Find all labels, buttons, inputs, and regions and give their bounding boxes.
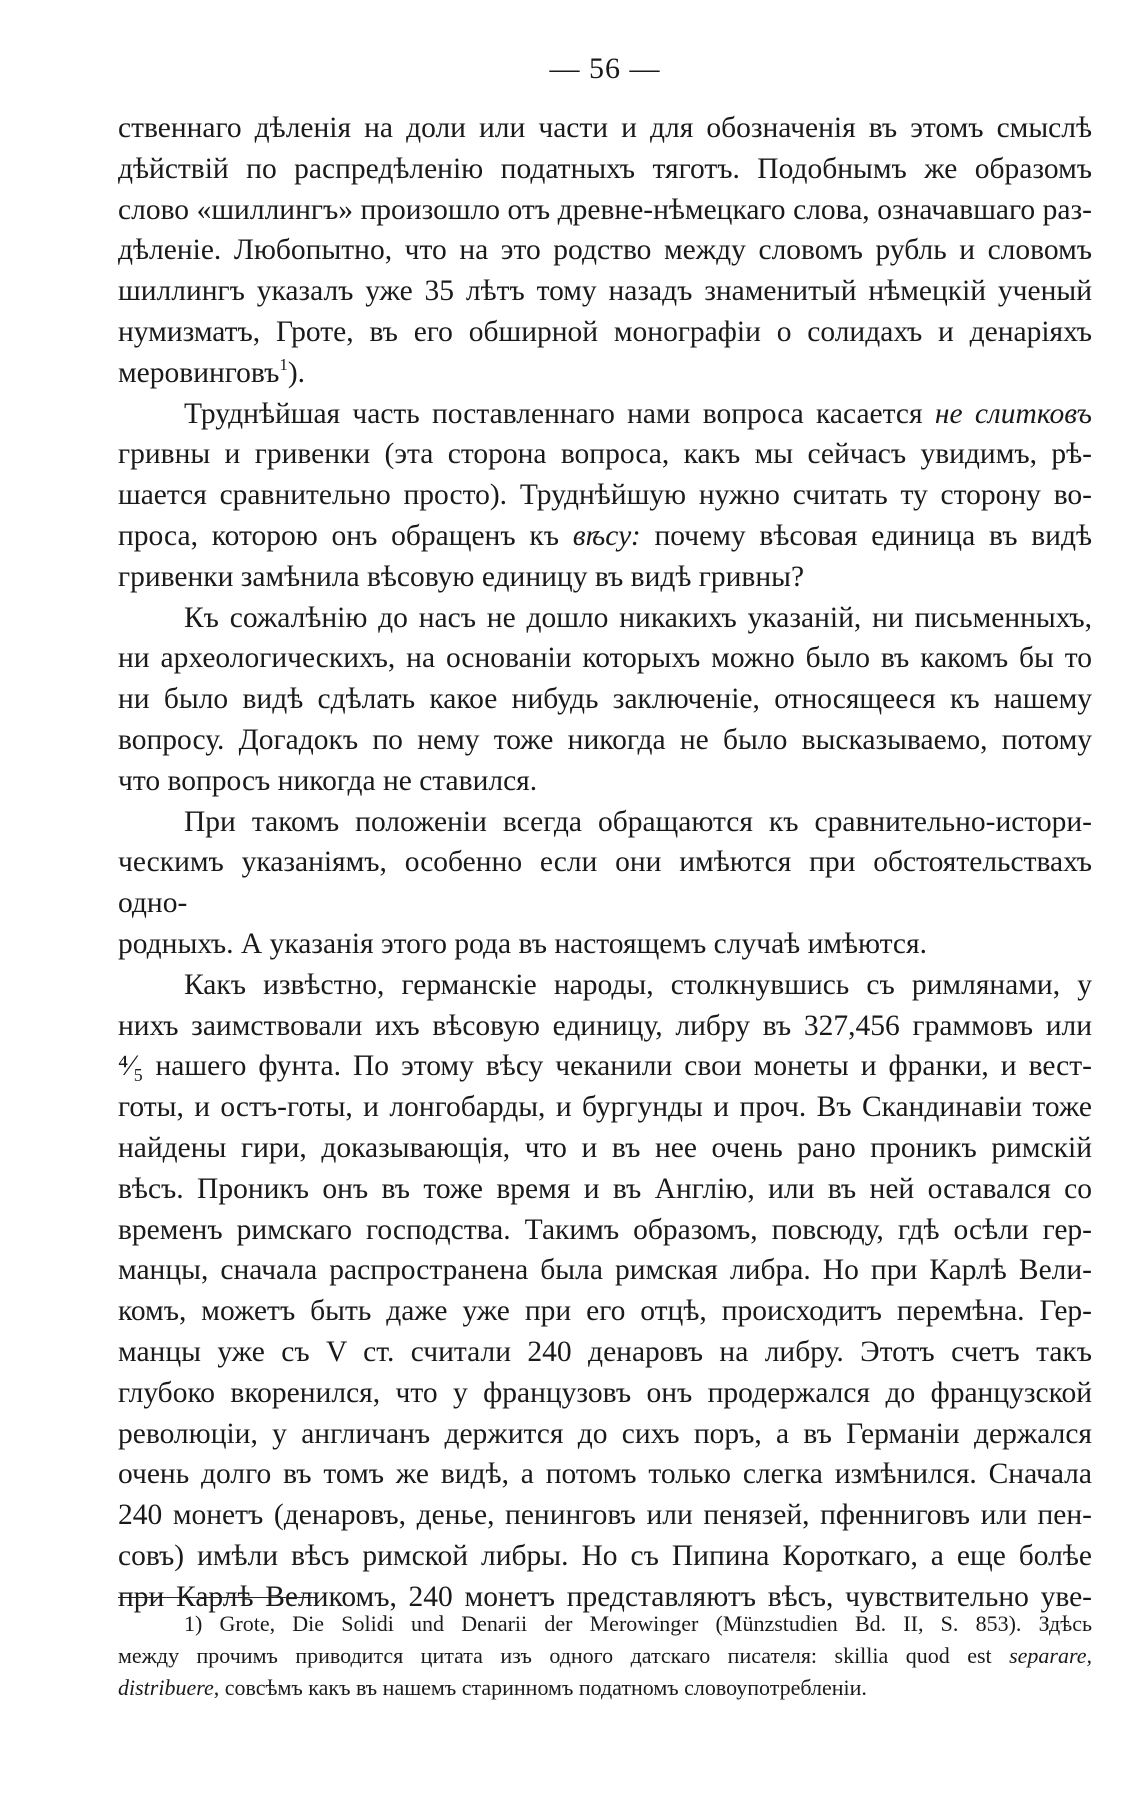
text-line: глубоко вкоренился, что у французовъ онъ продержался до французской xyxy=(118,1376,1092,1409)
text-line: совъ) имѣли вѣсъ римской либры. Но съ Пипина Короткаго, а еще болѣе xyxy=(118,1539,1092,1572)
footnote-reference[interactable]: 1 xyxy=(279,354,288,374)
italic-emphasis: вѣсу: xyxy=(572,519,641,552)
text-fragment: ). xyxy=(287,356,306,389)
text-line: очень долго въ томъ же видѣ, а потомъ только слегка измѣнился. Сначала xyxy=(118,1458,1092,1491)
footnote-line: 1) Grote, Die Solidi und Denarii der Merowinger (Münzstudien Bd. II, S. 853). Здѣсь xyxy=(184,1611,1092,1636)
footnote-line xyxy=(118,1672,1092,1704)
text-line: найдены гири, доказывающія, что и въ нее очень рано проникъ римскій xyxy=(118,1131,1092,1164)
paragraph-3 xyxy=(118,598,1092,802)
footnote-divider xyxy=(118,1597,318,1598)
text-line: шается сравнительно просто). Труднѣйшую нужно считать ту сторону во- xyxy=(118,479,1092,512)
italic-emphasis: separare, xyxy=(1009,1643,1092,1668)
text-line: ственнаго дѣленія на доли или части и для обозначенія въ этомъ смыслѣ xyxy=(118,112,1092,144)
text-fragment: меровинговъ xyxy=(118,356,280,389)
text-line: ни археологическихъ, на основаніи которыхъ можно было въ какомъ бы то xyxy=(118,642,1092,675)
book-page xyxy=(118,0,1092,1805)
text-line: слово «шиллингъ» произошло отъ древне-нѣмецкаго слова, означавшаго раз- xyxy=(118,193,1092,226)
italic-emphasis: distribuere xyxy=(118,1675,214,1700)
paragraph-4 xyxy=(118,802,1092,965)
text-line: готы, и остъ-готы, и лонгобарды, и бургунды и проч. Въ Скандинавіи тоже xyxy=(118,1091,1092,1124)
body-text xyxy=(118,108,1092,1617)
page-number: — 56 — xyxy=(549,52,661,85)
text-line: вѣсъ. Проникъ онъ въ тоже время и въ Англію, или въ ней оставался со xyxy=(118,1172,1092,1205)
text-fragment: почему вѣсовая единица въ видѣ xyxy=(640,519,1092,552)
text-line: революціи, у англичанъ держится до сихъ поръ, а въ Германіи держался xyxy=(118,1417,1092,1450)
text-line: дѣйствій по распредѣленію податныхъ тяготъ. Подобнымъ же образомъ xyxy=(118,152,1092,185)
text-line: Къ сожалѣнію до насъ не дошло никакихъ указаній, ни письменныхъ, xyxy=(184,601,1092,634)
footnote xyxy=(118,1608,1092,1704)
paragraph-5 xyxy=(118,965,1092,1618)
text-line: родныхъ. А указанія этого рода въ настоящемъ случаѣ имѣются. xyxy=(118,927,927,960)
text-line: ни было видѣ сдѣлать какое нибудь заключеніе, относящееся къ нашему xyxy=(118,683,1092,716)
text-line xyxy=(118,353,1092,394)
paragraph-2 xyxy=(118,394,1092,598)
text-line: временъ римскаго господства. Такимъ образомъ, повсюду, гдѣ осѣли гер- xyxy=(118,1213,1092,1246)
text-line: что вопросъ никогда не ставился. xyxy=(118,764,538,797)
text-line xyxy=(118,1046,1092,1087)
text-line: ческимъ указаніямъ, особенно если они имѣются при обстоятельствахъ одно- xyxy=(118,846,1092,920)
text-line: комъ, можетъ быть даже уже при его отцѣ, происходитъ перемѣна. Гер- xyxy=(118,1295,1092,1328)
text-line: манцы, сначала распространена была римская либра. Но при Карлѣ Вели- xyxy=(118,1254,1092,1287)
italic-emphasis: не слитковъ xyxy=(934,397,1092,430)
text-fragment: , совсѣмъ какъ въ нашемъ старинномъ податномъ словоупотребленіи. xyxy=(213,1675,867,1700)
text-line: при Карлѣ Великомъ, 240 монетъ представляютъ вѣсъ, чувствительно уве- xyxy=(118,1580,1092,1613)
text-line: При такомъ положеніи всегда обращаются къ сравнительно-истори- xyxy=(184,805,1092,838)
text-fragment: проса, которою онъ обращенъ къ xyxy=(118,519,573,552)
fraction: ⁴⁄₅ xyxy=(118,1050,144,1083)
text-fragment: между прочимъ приводится цитата изъ одного датскаго писателя: skillia quod est xyxy=(118,1643,1010,1668)
text-line: гривенки замѣнила вѣсовую единицу въ видѣ гривны? xyxy=(118,560,805,593)
text-line: шиллингъ указалъ уже 35 лѣтъ тому назадъ знаменитый нѣмецкій ученый xyxy=(118,275,1092,308)
text-line: Какъ извѣстно, германскіе народы, столкнувшись съ римлянами, у xyxy=(184,968,1092,1001)
text-line xyxy=(118,394,1092,435)
text-fragment: Труднѣйшая часть поставленнаго нами вопроса касается xyxy=(184,397,935,430)
text-line: нихъ заимствовали ихъ вѣсовую единицу, либру въ 327,456 граммовъ или xyxy=(118,1009,1092,1042)
text-fragment: нашего фунта. По этому вѣсу чеканили свои монеты и франки, и вест- xyxy=(143,1050,1092,1083)
text-line: манцы уже съ V ст. считали 240 денаровъ на либру. Этотъ счетъ такъ xyxy=(118,1335,1092,1368)
text-line: гривны и гривенки (эта сторона вопроса, какъ мы сейчасъ увидимъ, рѣ- xyxy=(118,438,1092,471)
text-line: дѣленіе. Любопытно, что на это родство между словомъ рубль и словомъ xyxy=(118,234,1092,267)
text-line: нумизматъ, Гроте, въ его обширной монографіи о солидахъ и денаріяхъ xyxy=(118,315,1092,348)
paragraph-1 xyxy=(118,108,1092,394)
footnote-line xyxy=(118,1640,1092,1672)
text-line: 240 монетъ (денаровъ, денье, пенинговъ или пенязей, пфенниговъ или пен- xyxy=(118,1499,1092,1532)
text-line xyxy=(118,516,1092,557)
text-line: вопросу. Догадокъ по нему тоже никогда не было высказываемо, потому xyxy=(118,723,1092,756)
